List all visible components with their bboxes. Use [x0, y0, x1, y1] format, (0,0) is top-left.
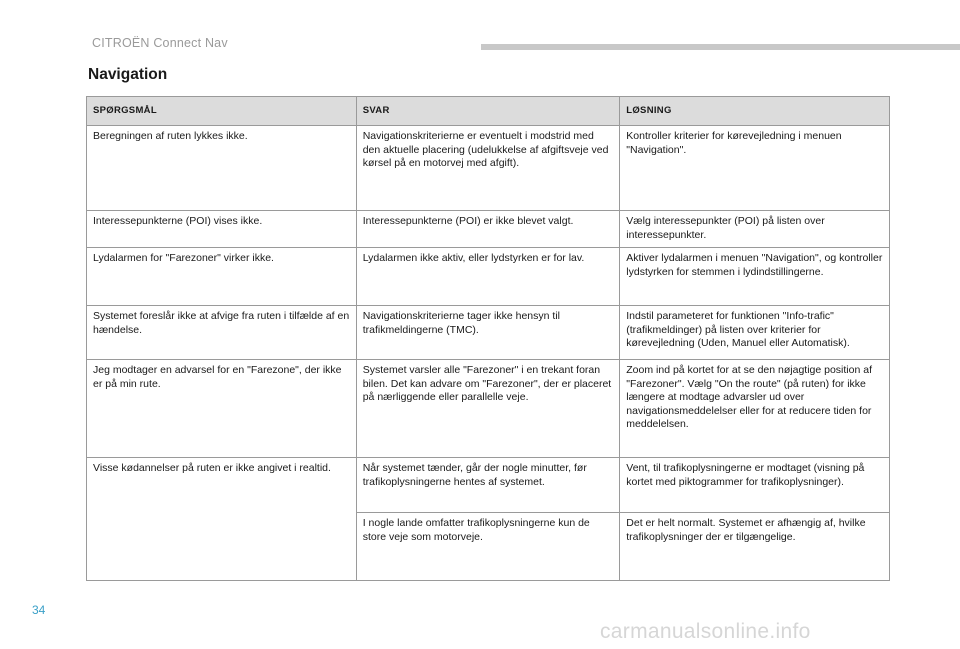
watermark: carmanualsonline.info: [600, 620, 811, 643]
question-cell: Systemet foreslår ikke at afvige fra ruten i tilfælde af en hændelse.: [87, 306, 357, 360]
question-cell: Interessepunkterne (POI) vises ikke.: [87, 211, 357, 248]
answer-cell: I nogle lande omfatter trafikoplysningerne kun de store veje som motorveje.: [356, 513, 620, 581]
manual-title: CITROËN Connect Nav: [92, 36, 228, 50]
table-row: [87, 248, 890, 306]
solution-cell: Vent, til trafikoplysningerne er modtaget (visning på kortet med piktogrammer for trafikoplysninger).: [620, 458, 890, 513]
answer-cell: Lydalarmen ikke aktiv, eller lydstyrken er for lav.: [356, 248, 620, 306]
table-row: [87, 211, 890, 248]
table-row: [87, 126, 890, 211]
solution-cell: Vælg interessepunkter (POI) på listen over interessepunkter.: [620, 211, 890, 248]
answer-cell: Systemet varsler alle "Farezoner" i en trekant foran bilen. Det kan advare om "Farezoner", der er placeret på nærliggende eller parallelle veje.: [356, 360, 620, 458]
header-divider-bar: [481, 44, 960, 50]
page-number: 34: [32, 603, 46, 617]
solution-cell: Zoom ind på kortet for at se den nøjagtige position af "Farezoner". Vælg "On the route" (på ruten) for ikke længere at modtage advarsler ud over navigationsmeddelelser eller for at reducere tiden for meddelelsen.: [620, 360, 890, 458]
answer-cell: Når systemet tænder, går der nogle minutter, før trafikoplysningerne hentes af systemet.: [356, 458, 620, 513]
answer-cell: Navigationskriterierne tager ikke hensyn til trafikmeldingerne (TMC).: [356, 306, 620, 360]
solution-cell: Kontroller kriterier for kørevejledning i menuen "Navigation".: [620, 126, 890, 211]
answer-cell: Interessepunkterne (POI) er ikke blevet valgt.: [356, 211, 620, 248]
question-cell: Beregningen af ruten lykkes ikke.: [87, 126, 357, 211]
column-header-question: SPØRGSMÅL: [87, 97, 357, 126]
question-cell: Visse kødannelser på ruten er ikke angivet i realtid.: [87, 458, 357, 581]
table-row: [87, 360, 890, 458]
table-row: [87, 458, 890, 513]
solution-cell: Det er helt normalt. Systemet er afhængig af, hvilke trafikoplysninger der er tilgængelige.: [620, 513, 890, 581]
question-cell: Lydalarmen for "Farezoner" virker ikke.: [87, 248, 357, 306]
question-cell: Jeg modtager en advarsel for en "Farezone", der ikke er på min rute.: [87, 360, 357, 458]
solution-cell: Aktiver lydalarmen i menuen "Navigation", og kontroller lydstyrken for stemmen i lydindstillingerne.: [620, 248, 890, 306]
section-title: Navigation: [88, 66, 168, 83]
column-header-answer: SVAR: [356, 97, 620, 126]
table-header-row: [87, 97, 890, 126]
troubleshooting-table: [86, 96, 890, 581]
column-header-solution: LØSNING: [620, 97, 890, 126]
answer-cell: Navigationskriterierne er eventuelt i modstrid med den aktuelle placering (udelukkelse af afgiftsveje ved kørsel på en motorvej med afgift).: [356, 126, 620, 211]
table-row: [87, 306, 890, 360]
solution-cell: Indstil parameteret for funktionen "Info-trafic" (trafikmeldinger) på listen over kriterier for kørevejledning (Uden, Manuel eller Automatisk).: [620, 306, 890, 360]
